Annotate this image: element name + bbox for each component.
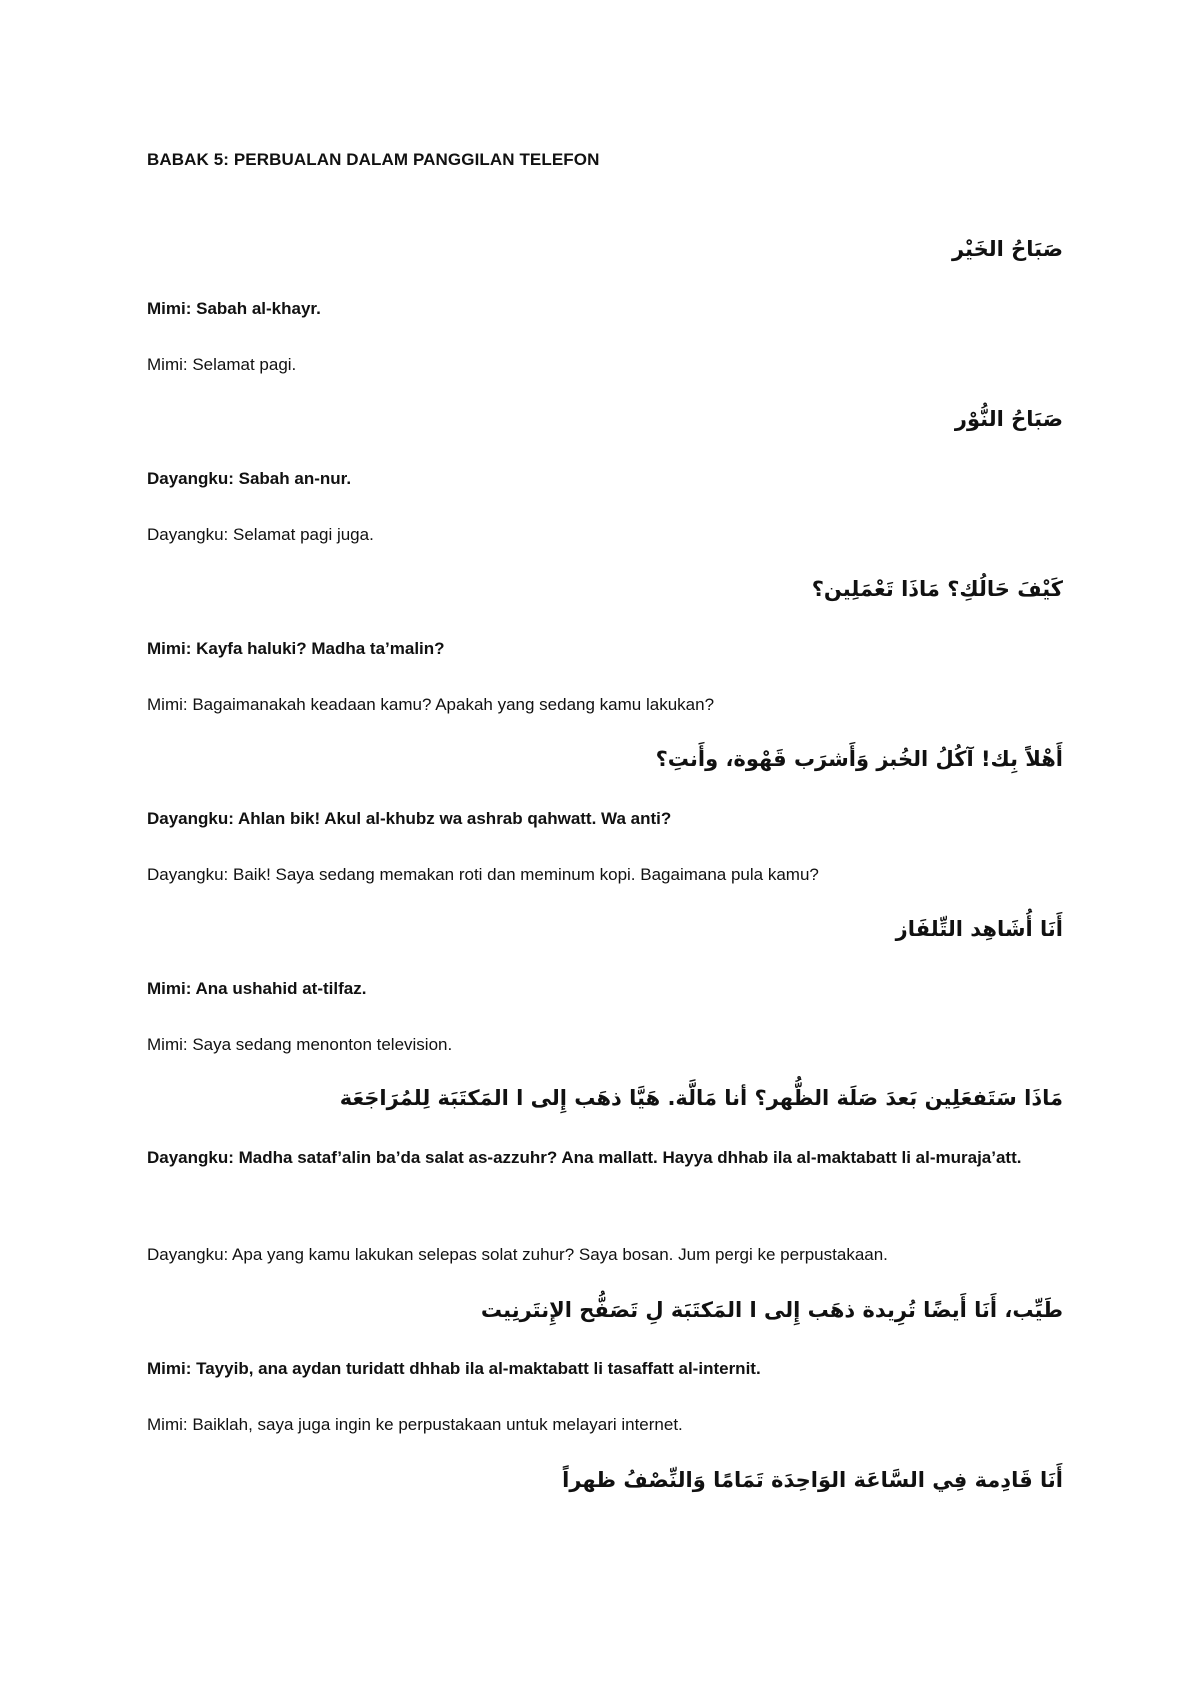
- transliteration-line: Dayangku: Ahlan bik! Akul al-khubz wa ashrab qahwatt. Wa anti?: [147, 809, 672, 828]
- transliteration-line: Dayangku: Madha sataf’alin ba’da salat as-azzuhr? Ana mallatt. Hayya dhhab ila al-maktabatt li al-muraja’att.: [147, 1148, 1022, 1167]
- arabic-line: طَيِّب، أَنَا أَيضًا تُرِيدة ذهَب إِلى ا المَكتَبَة لِ تَصَفُّح الإِنتَرنِيت: [480, 1298, 1063, 1322]
- arabic-line: أَنَا أُشَاهِد التِّلفَاز: [895, 917, 1063, 941]
- translation-line: Mimi: Saya sedang menonton television.: [147, 1035, 453, 1054]
- transliteration-line: Dayangku: Sabah an-nur.: [147, 469, 352, 488]
- arabic-line: صَبَاحُ الخَيْر: [951, 237, 1063, 261]
- translation-line: Dayangku: Apa yang kamu lakukan selepas solat zuhur? Saya bosan. Jum pergi ke perpustakaan.: [147, 1245, 888, 1264]
- translation-line: Mimi: Bagaimanakah keadaan kamu? Apakah yang sedang kamu lakukan?: [147, 695, 715, 714]
- transliteration-line: Mimi: Kayfa haluki? Madha ta’malin?: [147, 639, 445, 658]
- transliteration-line: Mimi: Tayyib, ana aydan turidatt dhhab ila al-maktabatt li tasaffatt al-internit.: [147, 1359, 761, 1378]
- translation-line: Dayangku: Selamat pagi juga.: [147, 525, 374, 544]
- arabic-line: صَبَاحُ النُّوْر: [954, 407, 1063, 431]
- transliteration-line: Mimi: Sabah al-khayr.: [147, 299, 321, 318]
- arabic-line: مَاذَا سَتَفعَلِين بَعدَ صَلَة الظُّهر؟ أنا مَالَّة. هَيَّا ذهَب إِلى ا المَكتَبَة لِلمُرَاجَعَة: [339, 1086, 1063, 1110]
- translation-line: Mimi: Baiklah, saya juga ingin ke perpustakaan untuk melayari internet.: [147, 1415, 683, 1434]
- translation-line: Mimi: Selamat pagi.: [147, 355, 297, 374]
- document-title: BABAK 5: PERBUALAN DALAM PANGGILAN TELEFON: [147, 150, 600, 169]
- arabic-line: أَهْلاً بِك! آكُلُ الخُبز وَأَشرَب قَهْوة، وأَنتِ؟: [655, 747, 1063, 771]
- arabic-line: كَيْفَ حَالُكِ؟ مَاذَا تَعْمَلِين؟: [811, 577, 1063, 601]
- transliteration-line: Mimi: Ana ushahid at-tilfaz.: [147, 979, 367, 998]
- translation-line: Dayangku: Baik! Saya sedang memakan roti dan meminum kopi. Bagaimana pula kamu?: [147, 865, 819, 884]
- arabic-line: أَنَا قَادِمة فِي السَّاعَة الوَاحِدَة تَمَامًا وَالنِّصْفُ ظهراً: [562, 1468, 1063, 1492]
